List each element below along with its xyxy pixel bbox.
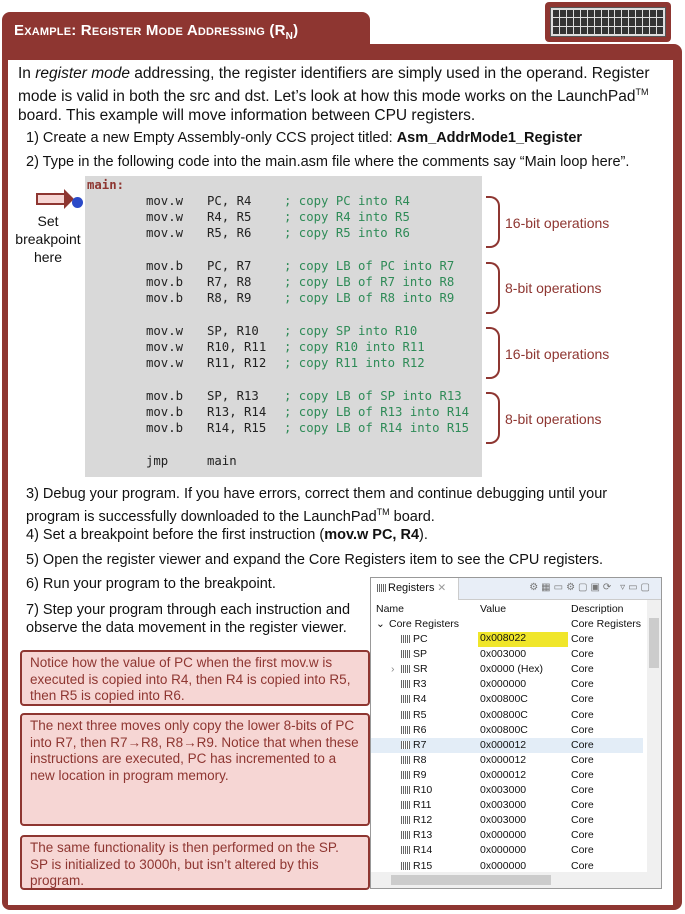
code-ops: R4, R5: [207, 210, 252, 224]
callout-lower-bits: The next three moves only copy the lower 8-bits of PC into R7, then R7→R8, R8→R9. Notice that when these instructions are executed, PC has incremented to a new location in program memory.: [20, 713, 370, 826]
code-ops: SP, R10: [207, 324, 259, 338]
bracket: [486, 262, 500, 314]
register-row[interactable]: [371, 768, 643, 783]
code-cm: ; copy R10 into R11: [284, 340, 425, 354]
register-desc: Core: [571, 814, 594, 827]
register-row[interactable]: [371, 843, 643, 858]
code-cm: ; copy SP into R10: [284, 324, 418, 338]
code-ins: mov.w: [146, 210, 184, 224]
code-ops: R8, R9: [207, 291, 252, 305]
bracket-label: 16-bit operations: [505, 346, 610, 362]
register-row[interactable]: [371, 738, 643, 753]
register-value: 0x003000: [480, 648, 527, 661]
register-value: 0x000012: [480, 753, 527, 766]
bracket-label: 16-bit operations: [505, 215, 610, 231]
register-desc: Core: [571, 708, 594, 721]
register-desc: Core: [571, 829, 594, 842]
col-description: Description: [571, 603, 624, 615]
step-5: 5) Open the register viewer and expand the Core Registers item to see the CPU registers.: [26, 552, 604, 568]
register-icon: [401, 711, 410, 719]
group-desc: Core Registers: [571, 618, 642, 630]
register-row[interactable]: [371, 723, 643, 738]
register-icon: [401, 650, 410, 658]
col-name: Name: [376, 603, 405, 615]
code-ins: mov.b: [146, 275, 184, 289]
register-value: 0x000000: [480, 678, 527, 691]
register-name: R14: [413, 844, 433, 857]
register-name: R10: [413, 784, 433, 796]
code-ins: mov.w: [146, 194, 184, 208]
core-registers-group[interactable]: [371, 617, 643, 632]
registers-icon: [377, 584, 386, 592]
toolbar-icons[interactable]: ⚙▦▭⚙▢▣⟳ ▿▭▢: [529, 582, 653, 593]
register-name: R5: [413, 708, 427, 721]
group-name: Core Registers: [389, 618, 460, 630]
register-icon: [401, 831, 410, 839]
register-desc: Core: [571, 663, 594, 676]
code-cm: ; copy LB of SP into R13: [284, 389, 462, 403]
code-ops: SP, R13: [207, 389, 259, 403]
register-icon: [401, 846, 410, 854]
code-ops: main: [207, 454, 237, 468]
code-cm: ; copy LB of R8 into R9: [284, 291, 455, 305]
register-row[interactable]: [371, 813, 643, 828]
code-label: main:: [87, 178, 125, 192]
register-name: R9: [413, 768, 427, 781]
code-ins: mov.w: [146, 340, 184, 354]
code-ops: R7, R8: [207, 275, 252, 289]
code-ins: mov.b: [146, 389, 184, 403]
register-row[interactable]: [371, 632, 643, 647]
code-ops: PC, R4: [207, 194, 252, 208]
code-ins: mov.w: [146, 356, 184, 370]
code-ins: mov.b: [146, 291, 184, 305]
register-icon: [401, 695, 410, 703]
register-name: R15: [413, 859, 433, 872]
code-ops: PC, R7: [207, 259, 252, 273]
register-desc: Core: [571, 859, 594, 872]
code-ins: mov.b: [146, 405, 184, 419]
callout-sp: The same functionality is then performed on the SP. SP is initialized to 3000h, but isn’t altered by this program.: [20, 835, 370, 890]
register-desc: Core: [571, 784, 594, 796]
code-ins: mov.b: [146, 421, 184, 435]
register-desc: Core: [571, 678, 594, 691]
step-2: 2) Type in the following code into the main.asm file where the comments say “Main loop here”.: [26, 154, 630, 170]
step-6: 6) Run your program to the breakpoint.: [26, 576, 276, 592]
register-value: 0x00800C: [480, 723, 528, 736]
register-row[interactable]: [371, 783, 643, 798]
register-name: R12: [413, 814, 433, 827]
bracket: [486, 327, 500, 379]
register-desc: Core: [571, 738, 594, 751]
register-row[interactable]: [371, 662, 643, 677]
register-icon: [401, 680, 410, 688]
register-row[interactable]: [371, 647, 643, 662]
registers-header: [371, 578, 661, 600]
register-icon: [401, 771, 410, 779]
register-row[interactable]: [371, 708, 643, 723]
register-value: 0x00800C: [480, 708, 528, 721]
code-ops: R13, R14: [207, 405, 267, 419]
register-row[interactable]: [371, 828, 643, 843]
horizontal-scrollbar[interactable]: [371, 872, 661, 888]
code-cm: ; copy R4 into R5: [284, 210, 410, 224]
register-name: PC: [413, 633, 428, 645]
register-value: 0x000000: [480, 844, 527, 857]
register-name: R7: [413, 738, 427, 751]
register-value: 0x003000: [480, 799, 527, 812]
register-desc: Core: [571, 844, 594, 857]
code-cm: ; copy LB of R13 into R14: [284, 405, 470, 419]
register-value: 0x000012: [480, 768, 527, 781]
step-7: 7) Step your program through each instruction and observe the data movement in the register viewer.: [26, 602, 351, 636]
register-row[interactable]: [371, 677, 643, 692]
bracket: [486, 196, 500, 248]
register-desc: Core: [571, 648, 594, 661]
code-cm: ; copy R5 into R6: [284, 226, 410, 240]
keyboard-icon: [545, 2, 671, 42]
chevron-down-icon: ⌄: [376, 618, 385, 630]
register-desc: Core: [571, 753, 594, 766]
register-value: 0x000012: [480, 738, 527, 751]
breakpoint-dot-icon[interactable]: [72, 197, 83, 208]
register-icon: [401, 665, 410, 673]
register-row[interactable]: [371, 692, 643, 707]
code-cm: ; copy R11 into R12: [284, 356, 425, 370]
register-desc: Core: [571, 723, 594, 736]
register-value: 0x000000: [480, 829, 527, 842]
code-cm: ; copy LB of R14 into R15: [284, 421, 470, 435]
breakpoint-label: Set breakpoint here: [15, 213, 81, 265]
chevron-right-icon: ›: [391, 663, 395, 676]
register-icon: [401, 726, 410, 734]
vertical-scrollbar[interactable]: [647, 600, 661, 872]
register-icon: [401, 635, 410, 643]
step-1: 1) Create a new Empty Assembly-only CCS project titled: Asm_AddrMode1_Register: [26, 130, 583, 146]
register-desc: Core: [571, 633, 594, 645]
bracket-label: 8-bit operations: [505, 411, 602, 427]
register-icon: [401, 741, 410, 749]
register-name: R11: [413, 799, 432, 812]
register-value: 0x000000: [480, 859, 527, 872]
register-value: 0x003000: [480, 814, 527, 827]
title-subscript: N: [285, 31, 294, 42]
col-value: Value: [480, 603, 507, 615]
register-value: 0x003000: [480, 784, 527, 796]
code-ops: R11, R12: [207, 356, 267, 370]
step-4: 4) Set a breakpoint before the first instruction (mov.w PC, R4).: [26, 527, 428, 543]
code-ops: R5, R6: [207, 226, 252, 240]
code-cm: ; copy LB of R7 into R8: [284, 275, 455, 289]
code-ops: R10, R11: [207, 340, 267, 354]
code-cm: ; copy PC into R4: [284, 194, 410, 208]
register-name: SP: [413, 648, 428, 661]
code-ins: mov.b: [146, 259, 184, 273]
column-headers: [371, 602, 643, 617]
register-name: R4: [413, 693, 427, 706]
register-value: 0x00800C: [480, 693, 528, 706]
tab-registers[interactable]: Registers ✕: [371, 578, 459, 600]
code-ins: mov.w: [146, 324, 184, 338]
register-name: SR: [413, 663, 428, 676]
register-desc: Core: [571, 768, 594, 781]
registers-panel: [370, 577, 662, 889]
code-cm: ; copy LB of PC into R7: [284, 259, 455, 273]
register-row[interactable]: [371, 753, 643, 768]
code-ins: jmp: [146, 454, 169, 468]
register-desc: Core: [571, 693, 594, 706]
register-value: 0x0000 (Hex): [480, 663, 544, 676]
step-3: 3) Debug your program. If you have errors, correct them and continue debugging until your program is successfully downloaded to the LaunchPad™ board.: [26, 486, 608, 525]
register-icon: [401, 756, 410, 764]
intro-paragraph: In register mode addressing, the register identifiers are simply used in the operand. Register mode is valid in both the src and dst. Let’s look at how this mode works on the LaunchPad™ board. This example will move information between CPU registers.: [18, 65, 650, 125]
title-text: Example: Register Mode Addressing (R: [14, 22, 286, 39]
code-ops: R14, R15: [207, 421, 267, 435]
close-tab-icon[interactable]: ✕: [437, 582, 447, 594]
code-block: [85, 176, 482, 477]
register-value: 0x008022: [478, 632, 568, 647]
register-desc: Core: [571, 799, 594, 812]
callout-pc-copy: Notice how the value of PC when the first mov.w is executed is copied into R4, then R4 is copied into R5, then R5 is copied into R6.: [20, 650, 370, 706]
register-name: R8: [413, 753, 427, 766]
register-row[interactable]: [371, 798, 643, 813]
register-icon: [401, 786, 410, 794]
bracket-label: 8-bit operations: [505, 280, 602, 296]
register-icon: [401, 862, 410, 870]
register-name: R13: [413, 829, 433, 842]
code-ins: mov.w: [146, 226, 184, 240]
register-icon: [401, 801, 410, 809]
register-icon: [401, 816, 410, 824]
bracket: [486, 392, 500, 444]
arrow-icon: [36, 193, 66, 205]
register-name: R3: [413, 678, 427, 691]
title-paren: ): [293, 22, 299, 39]
register-name: R6: [413, 723, 427, 736]
page-title: [2, 12, 370, 48]
